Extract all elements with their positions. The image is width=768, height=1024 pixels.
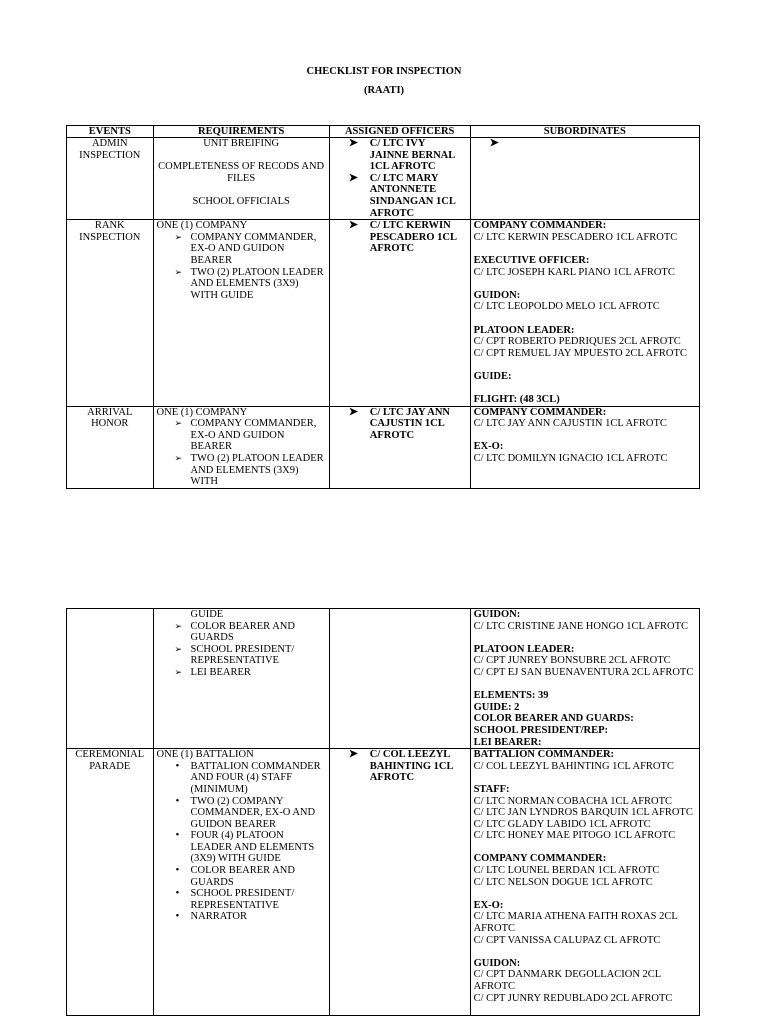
sub-name: C/ LTC JAY ANN CAJUSTIN 1CL AFROTC [473, 418, 667, 430]
header-subordinates: SUBORDINATES [470, 126, 699, 138]
sub-name: C/ LTC LEOPOLDO MELO 1CL AFROTC [473, 301, 660, 313]
table-row [67, 609, 700, 749]
sub-name: C/ CPT ROBERTO PEDRIQUES 2CL AFROTC [473, 336, 681, 348]
empty-bullet-item [474, 138, 696, 150]
requirement-item: ➢ COMPANY COMMANDER, EX-O AND GUIDON BEARER [174, 231, 317, 266]
sub-label: COMPANY COMMANDER: [473, 406, 607, 418]
check-arrow-bullet-icon: ➢ [174, 418, 183, 429]
sub-label: COMPANY COMMANDER: [473, 220, 607, 232]
sub-name: C/ LTC HONEY MAE PITOGO 1CL AFROTC [473, 830, 676, 842]
requirement-text: UNIT BREIFING [203, 138, 280, 149]
requirements-cell [153, 138, 329, 220]
event-cell: ADMIN INSPECTION [67, 138, 154, 220]
officer-item: ➤ C/ COL LEEZYL BAHINTING 1CL AFROTC [348, 748, 453, 784]
arrowhead-bullet-icon: ➤ [348, 137, 358, 149]
subordinates-cell [470, 406, 699, 488]
header-requirements: REQUIREMENTS [153, 126, 329, 138]
subordinates-cell [470, 749, 699, 1016]
round-bullet-icon: • [175, 794, 180, 807]
table-row [67, 406, 700, 488]
header-events: EVENTS [67, 126, 154, 138]
requirement-item: ➢ TWO (2) PLATOON LEADER AND ELEMENTS (3X9) WITH [174, 453, 324, 488]
round-bullet-icon: • [175, 864, 180, 877]
round-bullet-icon: • [175, 759, 180, 772]
arrowhead-bullet-icon: ➤ [348, 748, 358, 761]
officers-cell [329, 138, 470, 220]
round-bullet-icon: • [175, 887, 180, 900]
sub-label: GUIDON: [473, 609, 521, 620]
sub-label: FLIGHT: (48 3CL) [473, 394, 560, 406]
check-arrow-bullet-icon: ➢ [174, 666, 183, 677]
check-arrow-bullet-icon: ➢ [174, 620, 183, 631]
requirement-intro: ONE (1) COMPANY [156, 220, 248, 232]
requirements-cell [153, 220, 329, 407]
sub-name: C/ LTC NORMAN COBACHA 1CL AFROTC [473, 795, 673, 807]
sub-label: SCHOOL PRESIDENT/REP: [473, 724, 609, 736]
sub-name: C/ LTC GLADY LABIDO 1CL AFROTC [473, 818, 651, 830]
sub-name: C/ LTC LOUNEL BERDAN 1CL AFROTC [473, 865, 660, 877]
sub-label: BATTALION COMMANDER: [473, 749, 615, 761]
round-bullet-icon: • [175, 829, 180, 842]
requirement-item: ➢ SCHOOL PRESIDENT/ REPRESENTATIVE [174, 643, 295, 667]
sub-name: C/ LTC MARIA ATHENA FAITH ROXAS 2CL AFROTC [473, 911, 678, 935]
header-row [67, 126, 700, 138]
arrowhead-bullet-icon: ➤ [489, 137, 499, 149]
sub-name: C/ COL LEEZYL BAHINTING 1CL AFROTC [473, 760, 674, 772]
requirement-text: SCHOOL OFFICIALS [192, 195, 290, 207]
sub-name: C/ LTC NELSON DOGUE 1CL AFROTC [473, 876, 653, 888]
requirement-item: • BATTALION COMMANDER AND FOUR (4) STAFF (MINIMUM) [175, 759, 321, 795]
table-row [67, 749, 700, 1016]
sub-label: PLATOON LEADER: [473, 643, 575, 655]
table-row [67, 220, 700, 407]
table-row [67, 138, 700, 220]
requirement-item: • TWO (2) COMPANY COMMANDER, EX-O AND GUIDON BEARER [175, 794, 316, 830]
requirement-intro: ONE (1) BATTALION [156, 749, 254, 761]
sub-label: ELEMENTS: 39 [473, 690, 549, 702]
requirements-cell [153, 609, 329, 749]
subordinates-cell [470, 138, 699, 220]
subordinates-cell [470, 220, 699, 407]
document-subtitle: (RAATI) [363, 85, 405, 96]
document-title: CHECKLIST FOR INSPECTION [306, 66, 462, 77]
arrowhead-bullet-icon: ➤ [348, 406, 358, 418]
sub-label: GUIDON: [473, 289, 521, 301]
officer-item: ➤ C/ LTC MARY ANTONNETE SINDANGAN 1CL AFROTC [348, 171, 456, 219]
sub-label: EXECUTIVE OFFICER: [473, 254, 590, 266]
round-bullet-icon: • [175, 910, 180, 923]
inspection-table-page1 [66, 125, 700, 489]
sub-label: EX-O: [473, 899, 504, 911]
sub-label: PLATOON LEADER: [473, 324, 575, 336]
sub-label: GUIDE: [473, 370, 512, 382]
check-arrow-bullet-icon: ➢ [174, 266, 183, 277]
requirements-cell [153, 749, 329, 1016]
officers-cell [329, 749, 470, 1016]
sub-label: GUIDON: [473, 957, 521, 969]
sub-name: C/ CPT JUNREY BONSUBRE 2CL AFROTC [473, 655, 671, 667]
sub-label: STAFF: [473, 783, 510, 795]
requirement-item: ➢ COMPANY COMMANDER, EX-O AND GUIDON BEARER [174, 418, 317, 453]
arrowhead-bullet-icon: ➤ [348, 219, 358, 232]
requirement-item: • NARRATOR [175, 910, 247, 923]
sub-label: EX-O: [473, 441, 504, 453]
requirement-item: • COLOR BEARER AND GUARDS [175, 864, 295, 888]
requirement-item: • SCHOOL PRESIDENT/ REPRESENTATIVE [175, 887, 295, 911]
sub-name: C/ LTC JAN LYNDROS BARQUIN 1CL AFROTC [473, 807, 693, 819]
requirements-cell [153, 406, 329, 488]
requirement-text: COMPLETENESS OF RECODS AND FILES [158, 161, 325, 184]
requirement-item: • FOUR (4) PLATOON LEADER AND ELEMENTS (3X9) WITH GUIDE [175, 829, 315, 865]
officer-item: ➤ C/ LTC JAY ANN CAJUSTIN 1CL AFROTC [348, 406, 451, 441]
requirement-item: ➢ LEI BEARER [174, 666, 251, 678]
requirement-continued: GUIDE [190, 609, 224, 620]
requirement-item: ➢ COLOR BEARER AND GUARDS [174, 620, 295, 644]
subordinates-cell [470, 609, 699, 749]
check-arrow-bullet-icon: ➢ [174, 231, 183, 242]
event-cell: ARRIVAL HONOR [67, 406, 154, 488]
check-arrow-bullet-icon: ➢ [174, 453, 183, 464]
sub-name: C/ LTC KERWIN PESCADERO 1CL AFROTC [473, 231, 678, 243]
sub-name: C/ LTC DOMILYN IGNACIO 1CL AFROTC [473, 453, 668, 465]
sub-label: COMPANY COMMANDER: [473, 853, 607, 865]
inspection-table-page2 [66, 608, 700, 1016]
sub-label: COLOR BEARER AND GUARDS: [473, 713, 634, 725]
requirement-item: ➢ TWO (2) PLATOON LEADER AND ELEMENTS (3X9) WITH GUIDE [174, 266, 324, 301]
event-cell: CEREMONIAL PARADE [67, 749, 154, 1016]
event-cell: RANK INSPECTION [67, 220, 154, 407]
check-arrow-bullet-icon: ➢ [174, 643, 183, 654]
sub-label: LEI BEARER: [473, 736, 542, 748]
sub-name: C/ CPT VANISSA CALUPAZ CL AFROTC [473, 934, 661, 946]
sub-name: C/ CPT DANMARK DEGOLLACION 2CL AFROTC [473, 969, 661, 992]
sub-name: C/ LTC JOSEPH KARL PIANO 1CL AFROTC [473, 266, 675, 278]
officer-item: ➤ C/ LTC IVY JAINNE BERNAL 1CL AFROTC [348, 137, 455, 173]
sub-label: GUIDE: 2 [473, 701, 520, 713]
sub-name: C/ CPT REMUEL JAY MPUESTO 2CL AFROTC [473, 347, 687, 359]
sub-name: C/ CPT JUNRY REDUBLADO 2CL AFROTC [473, 992, 673, 1004]
event-cell [67, 609, 154, 749]
arrowhead-bullet-icon: ➤ [348, 171, 358, 184]
officer-item: ➤ C/ LTC KERWIN PESCADERO 1CL AFROTC [348, 219, 457, 255]
sub-name: C/ LTC CRISTINE JANE HONGO 1CL AFROTC [473, 620, 689, 632]
sub-name: C/ CPT EJ SAN BUENAVENTURA 2CL AFROTC [473, 666, 694, 678]
header-assigned-officers: ASSIGNED OFFICERS [329, 126, 470, 138]
officers-cell [329, 609, 470, 749]
requirement-intro: ONE (1) COMPANY [156, 406, 248, 418]
officers-cell [329, 406, 470, 488]
officers-cell [329, 220, 470, 407]
